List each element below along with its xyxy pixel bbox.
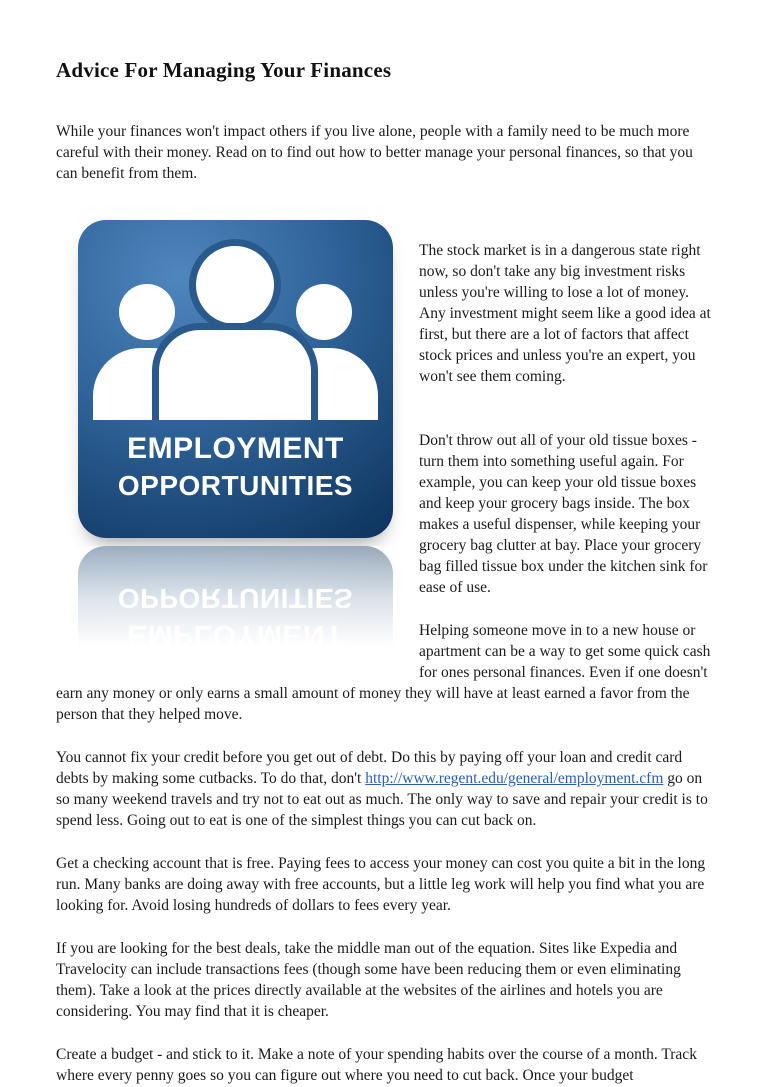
paragraph-credit bbox=[56, 747, 712, 831]
page-title: Advice For Managing Your Finances bbox=[56, 58, 392, 82]
paragraph-intro: While your finances won't impact others if you live alone, people with a family need to be much more careful with their money. Read on to find out how to better manage your personal finances, so that you can benefit from them. bbox=[56, 123, 693, 182]
paragraph-helping-move: Helping someone move in to a new house or apartment can be a way to get some quick cash for ones personal finances. Even if one doesn't earn any money or only earns a small amount of money they will have at least earned a favor from the person that they helped move. bbox=[56, 622, 711, 723]
employment-badge-icon bbox=[78, 220, 393, 538]
paragraph-stock-market: The stock market is in a dangerous state right now, so don't take any big investment risks unless you're willing to lose a lot of money. Any investment might seem like a good idea at first, but there are a lot of factors that affect stock prices and unless you're an expert, you won't see them coming. bbox=[419, 242, 711, 385]
employment-external-link[interactable]: http://www.regent.edu/general/employment.cfm bbox=[365, 770, 664, 787]
person-torso-icon bbox=[152, 323, 318, 420]
paragraph-best-deals: If you are looking for the best deals, take the middle man out of the equation. Sites like Expedia and Travelocity can include transactions fees (though some have been reducing them or even eliminating them). Take a look at the prices directly available at the websites of the airlines and hotels you are considering. You may find that it is cheaper. bbox=[56, 940, 681, 1020]
credit-text-after-link: go on so many weekend travels and try not to eat out as much. The only way to save and repair your credit is to spend less. Going out to eat is one of the simplest things you can cut back on. bbox=[56, 770, 708, 829]
paragraph-tissue-boxes: Don't throw out all of your old tissue boxes - turn them into something useful again. For example, you can keep your old tissue boxes and keep your grocery bags inside. The box makes a useful dispenser, while keeping your grocery bag clutter at bay. Place your grocery bag filled tissue box under the kitchen sink for ease of use. bbox=[419, 432, 708, 596]
reflection-fade-overlay bbox=[78, 546, 393, 651]
person-head-icon bbox=[296, 284, 352, 340]
credit-text-before-link: You cannot fix your credit before you get out of debt. Do this by paying off your loan and credit card debts by making some cutbacks. To do that, don't bbox=[56, 749, 683, 787]
person-head-icon bbox=[189, 239, 281, 331]
person-head-icon bbox=[119, 284, 175, 340]
badge-text-line2: OPPORTUNITIES bbox=[117, 470, 354, 501]
badge-text-line1: EMPLOYMENT bbox=[127, 432, 344, 465]
badge-reflection bbox=[78, 546, 393, 651]
paragraph-checking-account: Get a checking account that is free. Paying fees to access your money can cost you quite a bit in the long run. Many banks are doing away with free accounts, but a little leg work will help you find what you are looking for. Avoid losing hundreds of dollars to fees every year. bbox=[56, 855, 706, 914]
paragraph-budget: Create a budget - and stick to it. Make a note of your spending habits over the course of a month. Track where every penny goes so you can figure out where you need to cut back. Once your budget bbox=[56, 1046, 697, 1084]
employment-badge-image bbox=[78, 220, 393, 651]
